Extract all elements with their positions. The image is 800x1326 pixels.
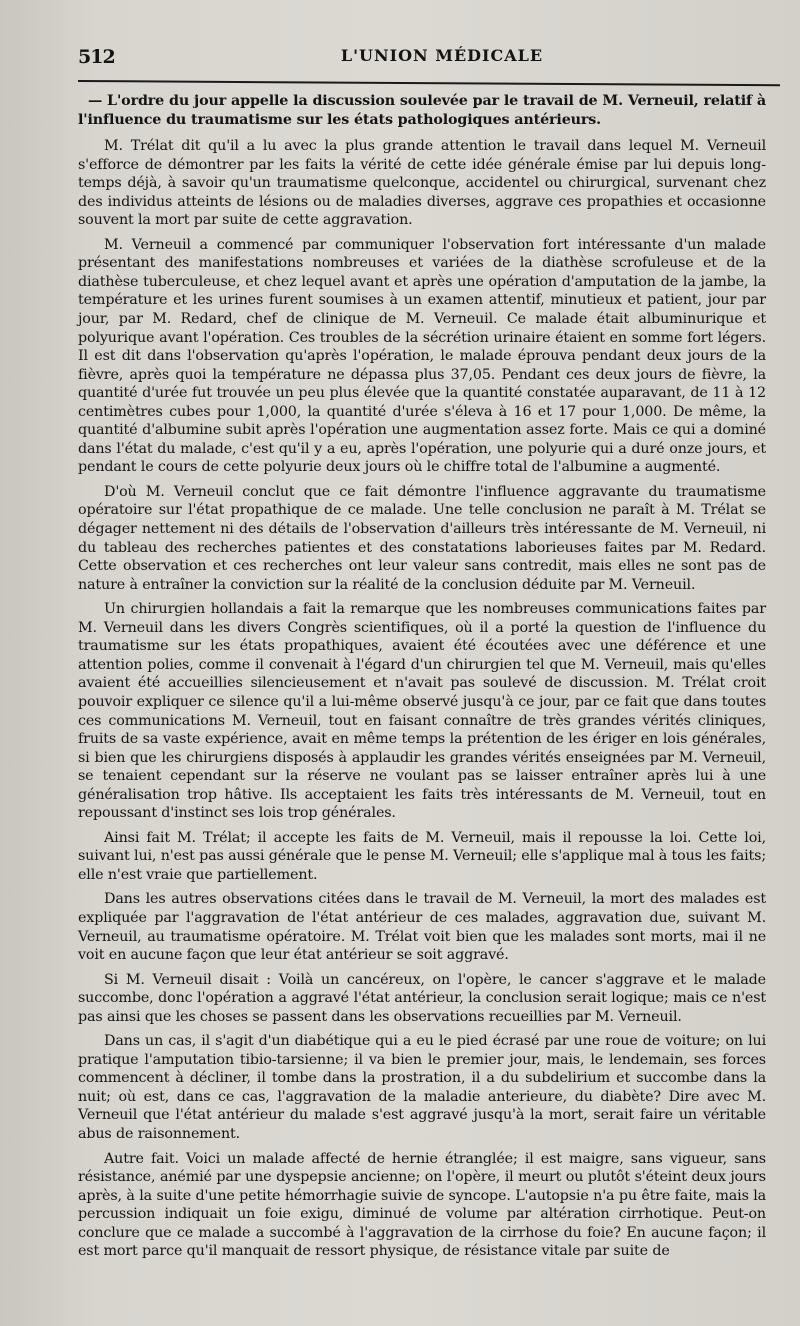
paragraph: D'où M. Verneuil conclut que ce fait démontre l'influence aggravante du traumatisme opératoire sur l'état propathique de ce malade. Une telle conclusion ne paraît à M. Trélat se dégager nettement ni des détails de l'observation d'ailleurs très intéressante de M. Verneuil, ni du tableau des recherches patientes et des constatations laborieuses faites par M. Redard. Cette observation et ces recherches ont leur valeur sans contredit, mais elles ne sont pas de nature à entraîner la conviction sur la réalité de la conclusion déduite par M. Verneuil. xyxy=(78,483,766,593)
page-number: 512 xyxy=(78,46,115,68)
paragraph: M. Trélat dit qu'il a lu avec la plus grande attention le travail dans lequel M. Verneuil s'efforce de démontrer par les faits la vérité de cette idée générale émise par lui depuis long-temps déjà, à savoir qu'un traumatisme quelconque, accidentel ou chirurgical, survenant chez des individus atteints de lésions ou de maladies diverses, aggrave ces propathies et occasionne souvent la mort par suite de cette aggravation. xyxy=(78,138,766,229)
paragraph-agenda: — L'ordre du jour appelle la discussion soulevée par le travail de M. Verneuil, relatif à l'influence du traumatisme sur les états pathologiques antérieurs. xyxy=(78,93,766,128)
paragraph: Ainsi fait M. Trélat; il accepte les faits de M. Verneuil, mais il repousse la loi. Cette loi, suivant lui, n'est pas aussi générale que le pense M. Verneuil; elle s'applique mal à tous les faits; elle n'est vraie que partiellement. xyxy=(78,829,766,883)
article-body xyxy=(78,92,766,1261)
paragraph: Si M. Verneuil disait : Voilà un cancéreux, on l'opère, le cancer s'aggrave et le malade succombe, donc l'opération a aggravé l'état antérieur, la conclusion serait logique; mais ce n'est pas ainsi que les choses se passent dans les observations recueillies par M. Verneuil. xyxy=(78,971,766,1025)
page-header xyxy=(78,44,766,74)
paragraph: Dans les autres observations citées dans le travail de M. Verneuil, la mort des malades est expliquée par l'aggravation de l'état antérieur de ces malades, aggravation due, suivant M. Verneuil, au traumatisme opératoire. M. Trélat voit bien que les malades sont morts, mai il ne voit en aucune façon que leur état antérieur se soit aggravé. xyxy=(78,891,766,964)
running-title: L'UNION MÉDICALE xyxy=(340,46,544,65)
header-rule xyxy=(78,80,780,86)
paragraph: Autre fait. Voici un malade affecté de hernie étranglée; il est maigre, sans vigueur, sans résistance, anémié par une dyspepsie ancienne; on l'opère, il meurt ou plutôt s'éteint deux jours après, à la suite d'une petite hémorrhagie suivie de syncope. L'autopsie n'a pu être faite, mais la percussion indiquait un foie exigu, diminué de volume par altération cirrhotique. Peut-on conclure que ce malade a succombé à l'aggravation de la cirrhose du foie? En aucune façon; il est mort parce qu'il manquait de ressort physique, de résistance vitale par suite de xyxy=(78,1150,766,1260)
paragraph: M. Verneuil a commencé par communiquer l'observation fort intéressante d'un malade présentant des manifestations nombreuses et variées de la diathèse scrofuleuse et de la diathèse tuberculeuse, et chez lequel avant et après une opération d'amputation de la jambe, la température et les urines furent soumises à un examen attentif, minutieux et patient, jour par jour, par M. Redard, chef de clinique de M. Verneuil. Ce malade était albuminurique et polyurique avant l'opération. Ces troubles de la sécrétion urinaire étaient en somme fort légers. Il est dit dans l'observation qu'après l'opération, le malade éprouva pendant deux jours de la fièvre, après quoi la température ne dépassa plus 37,05. Pendant ces deux jours de fièvre, la quantité d'urée fut trouvée un peu plus élevée que la quantité constatée auparavant, de 11 à 12 centimètres cubes pour 1,000, la quantité d'urée s'éleva à 16 et 17 pour 1,000. De même, la quantité d'albumine subit après l'opération une augmentation assez forte. Mais ce qui a dominé dans l'état du malade, c'est qu'il y a eu, après l'opération, une polyurie qui a duré onze jours, et pendant le cours de cette polyurie deux jours où le chiffre total de l'albumine a augmenté. xyxy=(78,236,766,476)
paragraph: Dans un cas, il s'agit d'un diabétique qui a eu le pied écrasé par une roue de voiture; on lui pratique l'amputation tibio-tarsienne; il va bien le premier jour, mais, le lendemain, ses forces commencent à décliner, il tombe dans la prostration, il a du subdelirium et succombe dans la nuit; où est, dans ce cas, l'aggravation de la maladie anterieure, du diabète? Dire avec M. Verneuil que l'état antérieur du malade s'est aggravé jusqu'à la mort, serait faire un véritable abus de raisonnement. xyxy=(78,1033,766,1142)
paragraph: Un chirurgien hollandais a fait la remarque que les nombreuses communications faites par M. Verneuil dans les divers Congrès scientifiques, où il a porté la question de l'influence du traumatisme sur les états propathiques, avaient été écoutées avec une déférence et une attention polies, comme il convenait à l'égard d'un chirurgien tel que M. Verneuil, mais qu'elles avaient été accueillies silencieusement et n'avait pas soulevé de discussion. M. Trélat croit pouvoir expliquer ce silence qu'il a lui-même observé jusqu'à ce jour, par ce fait que dans toutes ces communications M. Verneuil, tout en faisant connaître de très grandes vérités cliniques, fruits de sa vaste expérience, avait en même temps la prétention de les ériger en lois générales, si bien que les chirurgiens disposés à applaudir les grandes vérités enseignées par M. Verneuil, se tenaient cependant sur la réserve ne voulant pas se laisser entraîner après lui à une généralisation trop hâtive. Ils acceptaient les faits très intéressants de M. Verneuil, tout en repoussant d'instinct ses lois trop générales. xyxy=(78,601,766,822)
